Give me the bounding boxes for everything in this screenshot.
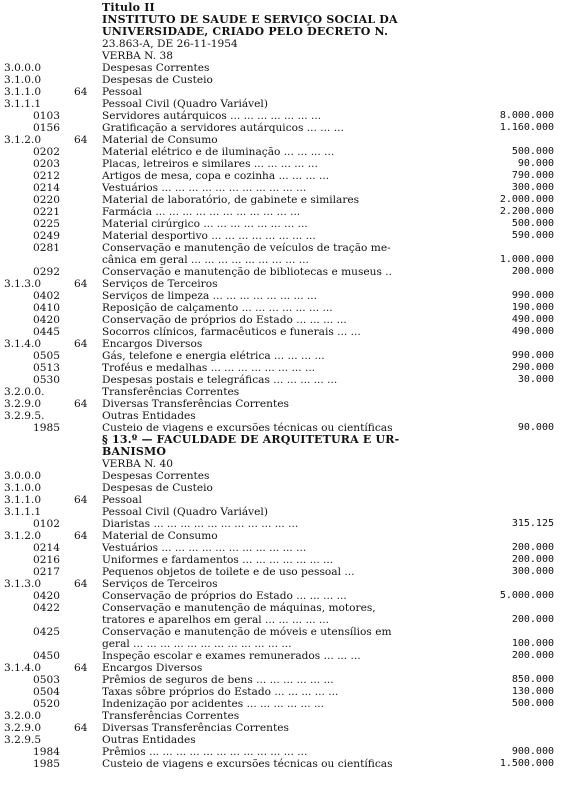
document-line — [0, 722, 562, 734]
document-line — [0, 698, 562, 710]
line-description: Pessoal Civil (Quadro Variável) — [102, 98, 268, 110]
account-code: 3.0.0.0 — [4, 62, 42, 74]
document-line — [0, 434, 562, 446]
line-description: Uniformes e fardamentos ... ... ... ... ... ... ... — [102, 554, 334, 566]
document-line — [0, 578, 562, 590]
account-code: 0530 — [33, 374, 60, 386]
document-line — [0, 410, 562, 422]
account-code: 3.2.9.0 — [4, 398, 42, 410]
line-amount: 490.000 — [511, 314, 554, 325]
account-code: 0505 — [33, 350, 60, 362]
account-code: 3.2.0.0. — [4, 386, 45, 398]
document-line — [0, 650, 562, 662]
line-description: Vestuários ... ... ... ... ... ... ... ... ... ... ... — [102, 182, 307, 194]
line-description: Reposição de calçamento ... ... ... ... ... ... ... — [102, 302, 333, 314]
account-code: 0420 — [33, 590, 60, 602]
document-line — [0, 110, 562, 122]
account-code: 3.1.1.1 — [4, 506, 42, 518]
line-description: VERBA N. 40 — [102, 458, 173, 470]
document-line — [0, 590, 562, 602]
line-amount: 500.000 — [511, 146, 554, 157]
line-description: 23.863-A, DE 26-11-1954 — [102, 38, 238, 50]
document-line — [0, 206, 562, 218]
line-amount: 1.160.000 — [499, 122, 554, 133]
line-description: Serviços de Terceiros — [102, 278, 218, 290]
account-code: 0249 — [33, 230, 60, 242]
account-code: 1985 — [33, 422, 60, 434]
line-description: VERBA N. 38 — [102, 50, 173, 62]
account-code: 3.2.9.5 — [4, 734, 42, 746]
document-line — [0, 218, 562, 230]
line-amount: 315.125 — [511, 518, 554, 529]
line-amount: 490.000 — [511, 326, 554, 337]
line-description: UNIVERSIDADE, CRIADO PELO DECRETO N. — [102, 26, 389, 38]
line-description: § 13.º — FACULDADE DE ARQUITETURA E UR- — [102, 434, 400, 446]
line-amount: 200.000 — [511, 266, 554, 277]
line-description: Encargos Diversos — [102, 662, 203, 674]
line-description: Material de Consumo — [102, 530, 218, 542]
document-line — [0, 518, 562, 530]
account-code: 0425 — [33, 626, 60, 638]
line-amount: 200.000 — [511, 554, 554, 565]
function-code: 64 — [74, 662, 88, 674]
function-code: 64 — [74, 494, 88, 506]
document-line — [0, 134, 562, 146]
document-line — [0, 662, 562, 674]
document-line — [0, 182, 562, 194]
line-description: Conservação e manutenção de bibliotecas e museus .. — [102, 266, 393, 278]
line-description: Diaristas ... ... ... ... ... ... ... ... ... ... ... — [102, 518, 299, 530]
line-amount: 850.000 — [511, 674, 554, 685]
line-description: Transferências Correntes — [102, 710, 240, 722]
document-line — [0, 422, 562, 434]
document-line — [0, 674, 562, 686]
line-description: Conservação e manutenção de veículos de tração me- — [102, 242, 391, 254]
line-description: Despesas de Custeio — [102, 482, 213, 494]
account-code: 3.1.3.0 — [4, 278, 42, 290]
line-description: Material cirúrgico ... ... ... ... ... ... ... ... — [102, 218, 308, 230]
line-amount: 300.000 — [511, 566, 554, 577]
document-line — [0, 566, 562, 578]
line-description: Pessoal — [102, 494, 142, 506]
document-line — [0, 338, 562, 350]
document-line — [0, 710, 562, 722]
line-amount: 200.000 — [511, 542, 554, 553]
account-code: 0520 — [33, 698, 60, 710]
document-line — [0, 170, 562, 182]
line-description: Despesas Correntes — [102, 470, 210, 482]
line-description: Inspeção escolar e exames remunerados ... ... ... — [102, 650, 361, 662]
account-code: 0225 — [33, 218, 60, 230]
function-code: 64 — [74, 338, 88, 350]
account-code: 0292 — [33, 266, 60, 278]
account-code: 0503 — [33, 674, 60, 686]
account-code: 0221 — [33, 206, 60, 218]
line-amount: 90.000 — [517, 422, 554, 433]
account-code: 0102 — [33, 518, 60, 530]
line-description: Custeio de viagens e excursões técnicas ou científicas — [102, 422, 393, 434]
document-line — [0, 494, 562, 506]
document-line — [0, 290, 562, 302]
line-description: Despesas Correntes — [102, 62, 210, 74]
document-line — [0, 254, 562, 266]
document-line — [0, 734, 562, 746]
line-description: Serviços de limpeza ... ... ... ... ... ... ... ... — [102, 290, 318, 302]
account-code: 0410 — [33, 302, 60, 314]
line-amount: 130.000 — [511, 686, 554, 697]
document-line — [0, 230, 562, 242]
line-description: Pequenos objetos de toilete e de uso pessoal ... — [102, 566, 355, 578]
account-code: 3.1.1.1 — [4, 98, 42, 110]
document-line — [0, 530, 562, 542]
account-code: 0216 — [33, 554, 60, 566]
document-line — [0, 482, 562, 494]
account-code: 0281 — [33, 242, 60, 254]
line-description: Socorros clínicos, farmacêuticos e funerais ... ... — [102, 326, 361, 338]
function-code: 64 — [74, 86, 88, 98]
line-description: BANISMO — [102, 446, 167, 458]
document-line — [0, 194, 562, 206]
account-code: 1985 — [33, 758, 60, 770]
line-amount: 1.500.000 — [499, 758, 554, 769]
line-amount: 2.000.000 — [499, 194, 554, 205]
line-description: Gratificação a servidores autárquicos ... ... ... — [102, 122, 344, 134]
function-code: 64 — [74, 398, 88, 410]
document-line — [0, 470, 562, 482]
line-description: Despesas de Custeio — [102, 74, 213, 86]
line-description: Servidores autárquicos ... ... ... ... ... ... ... — [102, 110, 322, 122]
function-code: 64 — [74, 278, 88, 290]
line-description: Placas, letreiros e similares ... ... ... ... ... — [102, 158, 318, 170]
function-code: 64 — [74, 134, 88, 146]
line-amount: 190.000 — [511, 302, 554, 313]
line-description: Conservação e manutenção de máquinas, motores, — [102, 602, 376, 614]
line-amount: 200.000 — [511, 614, 554, 625]
line-description: Indenização por acidentes ... ... ... ... ... ... — [102, 698, 325, 710]
document-line — [0, 278, 562, 290]
account-code: 0402 — [33, 290, 60, 302]
account-code: 3.1.4.0 — [4, 662, 42, 674]
account-code: 0220 — [33, 194, 60, 206]
document-line — [0, 62, 562, 74]
account-code: 3.1.3.0 — [4, 578, 42, 590]
document-line — [0, 362, 562, 374]
line-amount: 790.000 — [511, 170, 554, 181]
line-description: Vestuários ... ... ... ... ... ... ... ... ... ... ... — [102, 542, 307, 554]
document-line — [0, 446, 562, 458]
line-description: INSTITUTO DE SAÚDE E SERVIÇO SOCIAL DA — [102, 14, 398, 26]
line-description: Troféus e medalhas ... ... ... ... ... ... ... ... — [102, 362, 316, 374]
line-description: Diversas Transferências Correntes — [102, 398, 289, 410]
account-code: 3.1.1.0 — [4, 494, 42, 506]
account-code: 3.1.2.0 — [4, 530, 42, 542]
line-description: Diversas Transferências Correntes — [102, 722, 289, 734]
account-code: 1984 — [33, 746, 60, 758]
line-amount: 500.000 — [511, 698, 554, 709]
account-code: 3.2.9.0 — [4, 722, 42, 734]
line-description: Pessoal Civil (Quadro Variável) — [102, 506, 268, 518]
document-line — [0, 74, 562, 86]
line-description: Serviços de Terceiros — [102, 578, 218, 590]
account-code: 3.2.9.5. — [4, 410, 45, 422]
account-code: 0156 — [33, 122, 60, 134]
document-line — [0, 50, 562, 62]
document-line — [0, 638, 562, 650]
line-description: geral ... ... ... ... ... ... ... ... ... ... ... ... — [102, 638, 292, 650]
account-code: 0203 — [33, 158, 60, 170]
document-line — [0, 302, 562, 314]
line-description: Pessoal — [102, 86, 142, 98]
document-line — [0, 614, 562, 626]
line-amount: 900.000 — [511, 746, 554, 757]
account-code: 0422 — [33, 602, 60, 614]
document-line — [0, 542, 562, 554]
line-description: Material desportivo ... ... ... ... ... ... ... ... — [102, 230, 316, 242]
document-line — [0, 122, 562, 134]
document-line — [0, 686, 562, 698]
line-description: Artigos de mesa, copa e cozinha ... ... ... ... — [102, 170, 330, 182]
line-description: Titulo II — [102, 2, 155, 14]
document-line — [0, 506, 562, 518]
line-amount: 8.000.000 — [499, 110, 554, 121]
document-line — [0, 14, 562, 26]
line-amount: 200.000 — [511, 650, 554, 661]
document-line — [0, 326, 562, 338]
account-code: 0214 — [33, 182, 60, 194]
document-line — [0, 266, 562, 278]
document-line — [0, 746, 562, 758]
line-amount: 100.000 — [511, 638, 554, 649]
document-line — [0, 374, 562, 386]
document-line — [0, 554, 562, 566]
line-description: Taxas sôbre próprios do Estado ... ... ... ... ... — [102, 686, 339, 698]
document-line — [0, 38, 562, 50]
line-amount: 2.200.000 — [499, 206, 554, 217]
line-amount: 990.000 — [511, 350, 554, 361]
document-line — [0, 242, 562, 254]
account-code: 3.1.0.0 — [4, 482, 42, 494]
line-description: cânica em geral ... ... ... ... ... ... ... ... ... — [102, 254, 309, 266]
account-code: 3.2.0.0 — [4, 710, 42, 722]
account-code: 0420 — [33, 314, 60, 326]
line-description: Conservação de próprios do Estado ... ... ... ... — [102, 314, 347, 326]
line-amount: 300.000 — [511, 182, 554, 193]
document-line — [0, 26, 562, 38]
line-amount: 1.000.000 — [499, 254, 554, 265]
line-description: Custeio de viagens e excursões técnicas ou científicas — [102, 758, 393, 770]
account-code: 0214 — [33, 542, 60, 554]
account-code: 3.1.0.0 — [4, 74, 42, 86]
line-amount: 290.000 — [511, 362, 554, 373]
line-amount: 590.000 — [511, 230, 554, 241]
line-description: Prêmios de seguros de bens ... ... ... ... ... ... — [102, 674, 334, 686]
account-code: 3.0.0.0 — [4, 470, 42, 482]
account-code: 3.1.4.0 — [4, 338, 42, 350]
document-line — [0, 86, 562, 98]
line-description: Transferências Correntes — [102, 386, 240, 398]
line-amount: 30.000 — [517, 374, 554, 385]
line-description: Farmácia ... ... ... ... ... ... ... ... ... ... ... — [102, 206, 301, 218]
line-description: Material de Consumo — [102, 134, 218, 146]
account-code: 0212 — [33, 170, 60, 182]
line-description: Outras Entidades — [102, 410, 196, 422]
function-code: 64 — [74, 722, 88, 734]
document-line — [0, 386, 562, 398]
line-description: Encargos Diversos — [102, 338, 203, 350]
document-line — [0, 350, 562, 362]
account-code: 0103 — [33, 110, 60, 122]
account-code: 3.1.1.0 — [4, 86, 42, 98]
document-line — [0, 626, 562, 638]
document-line — [0, 314, 562, 326]
line-description: Prêmios ... ... ... ... ... ... ... ... ... ... ... ... — [102, 746, 308, 758]
account-code: 0513 — [33, 362, 60, 374]
account-code: 0445 — [33, 326, 60, 338]
line-amount: 990.000 — [511, 290, 554, 301]
line-description: Outras Entidades — [102, 734, 196, 746]
document-line — [0, 758, 562, 770]
line-description: tratores e aparelhos em geral ... ... ... ... ... — [102, 614, 330, 626]
line-amount: 5.000.000 — [499, 590, 554, 601]
function-code: 64 — [74, 530, 88, 542]
document-line — [0, 398, 562, 410]
function-code: 64 — [74, 578, 88, 590]
account-code: 3.1.2.0 — [4, 134, 42, 146]
line-description: Conservação de próprios do Estado ... ... ... ... — [102, 590, 347, 602]
account-code: 0504 — [33, 686, 60, 698]
document-line — [0, 158, 562, 170]
document-line — [0, 146, 562, 158]
document-line — [0, 602, 562, 614]
account-code: 0217 — [33, 566, 60, 578]
line-description: Gás, telefone e energia elétrica ... ... ... ... — [102, 350, 325, 362]
line-description: Despesas postais e telegráficas ... ... ... ... ... — [102, 374, 338, 386]
document-line — [0, 458, 562, 470]
line-description: Material elétrico e de iluminação ... ... ... ... — [102, 146, 335, 158]
line-amount: 500.000 — [511, 218, 554, 229]
line-amount: 90.000 — [517, 158, 554, 169]
account-code: 0202 — [33, 146, 60, 158]
line-description: Conservação e manutenção de móveis e utensílios em — [102, 626, 392, 638]
document-line — [0, 2, 562, 14]
account-code: 0450 — [33, 650, 60, 662]
document-line — [0, 98, 562, 110]
line-description: Material de laboratório, de gabinete e similares — [102, 194, 360, 206]
